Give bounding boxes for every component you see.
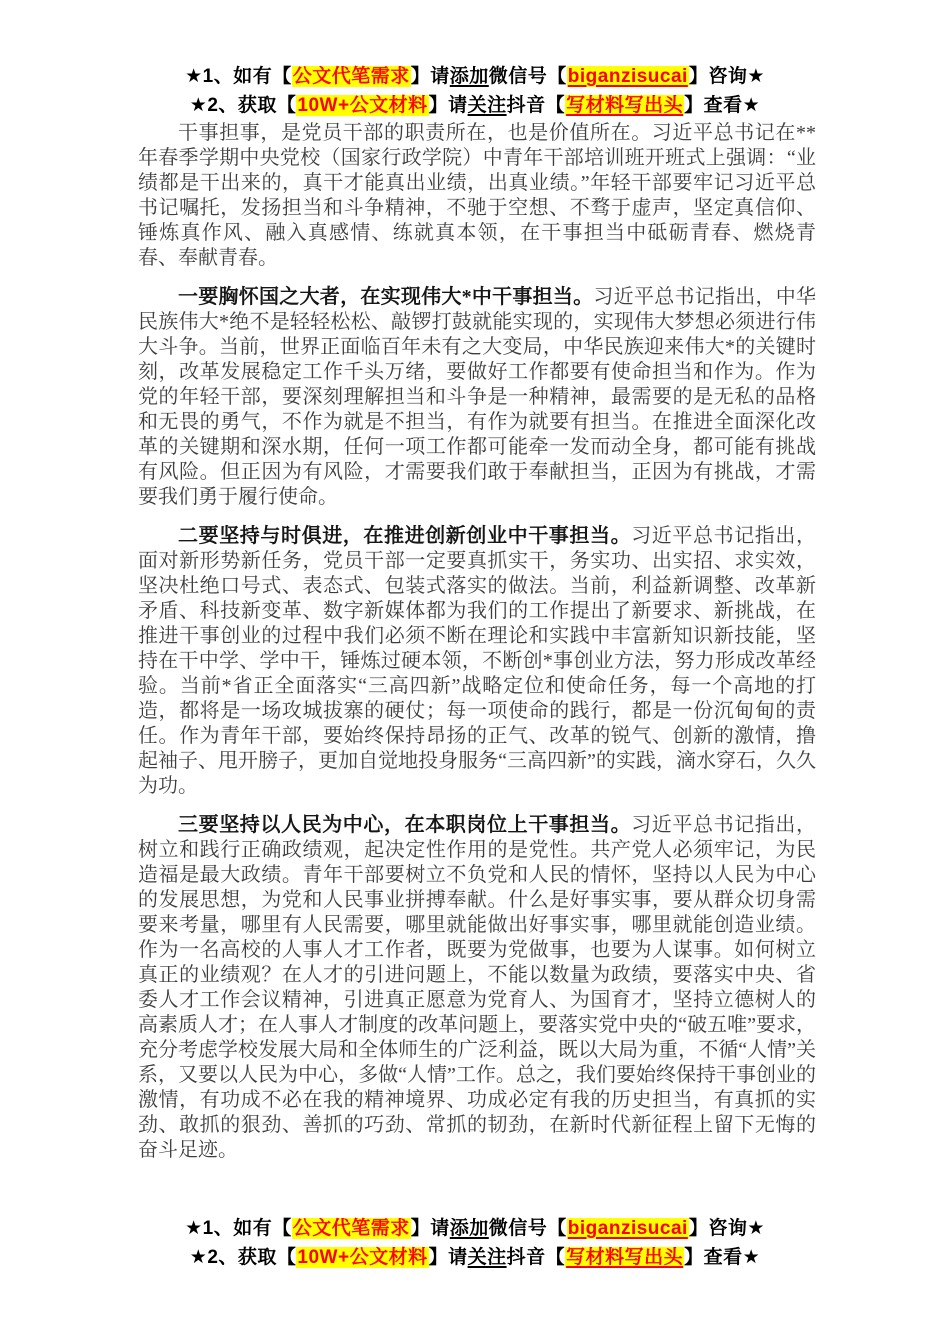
- promo-text: 】咨询★: [688, 1218, 765, 1239]
- promo-header-line-1: [0, 62, 950, 91]
- document-body: [138, 121, 816, 1177]
- promo-text: 微信号【: [488, 1218, 567, 1239]
- paragraph-point-2: [138, 524, 816, 799]
- underlined-text: 添加: [449, 1218, 489, 1239]
- paragraph-text: 习近平总书记指出，中华民族伟大*绝不是轻轻松松、敲锣打鼓就能实现的，实现伟大梦想必须进行伟大斗争。当前，世界正面临百年未有之大变局，中华民族迎来伟大*的关键时刻，改革发展稳定工作千头万绪，要做好工作都要有使命担当和作为。作为党的年轻干部，要深刻理解担当和斗争是一种精神，最需要的是无私的品格和无畏的勇气，不作为就是不担当，有作为就要有担当。在推进全面深化改革的关键期和深水期，任何一项工作都可能牵一发而动全身，都可能有挑战有风险。但正因为有风险，才需要我们敢于奉献担当，正因为有挑战，才需要我们勇于履行使命。: [138, 286, 817, 508]
- highlighted-keyword: 公文代笔需求: [292, 66, 410, 87]
- highlighted-wechat-id: biganzisucai: [567, 1218, 688, 1239]
- promo-footer-line-1: [0, 1214, 950, 1243]
- promo-text: 抖音【: [506, 1247, 566, 1268]
- highlighted-keyword: 10W+公文材料: [297, 95, 428, 116]
- promo-text: 】咨询★: [688, 66, 765, 87]
- underlined-text: 关注: [467, 95, 507, 116]
- promo-text: 抖音【: [506, 95, 566, 116]
- paragraph-lead: 一要胸怀国之大者，在实现伟大*中干事担当。: [178, 286, 594, 308]
- promo-text: 】请: [410, 1218, 450, 1239]
- promo-text: ★1、如有【: [185, 1218, 292, 1239]
- paragraph-text: 干事担事，是党员干部的职责所在，也是价值所在。习近平总书记在**年春季学期中央党校（国家行政学院）中青年干部培训班开班式上强调：“业绩都是干出来的，真干才能真出业绩，出真业绩。”年轻干部要牢记习近平总书记嘱托，发扬担当和斗争精神，不驰于空想、不骛于虚声，坚定真信仰、锤炼真作风、融入真感情、练就真本领，在干事担当中砥砺青春、燃烧青春、奉献青春。: [138, 122, 816, 269]
- paragraph-intro: [138, 121, 816, 271]
- promo-text: ★2、获取【: [189, 1247, 297, 1268]
- promo-text: 】请: [428, 1247, 468, 1268]
- paragraph-text: 习近平总书记指出，面对新形势新任务，党员干部一定要真抓实干，务实功、出实招、求实效，坚决杜绝口号式、表态式、包装式落实的做法。当前，利益新调整、改革新矛盾、科技新变革、数字新媒体都为我们的工作提出了新要求、新挑战，在推进干事创业的过程中我们必须不断在理论和实践中丰富新知识新技能，坚持在干中学、学中干，锤炼过硬本领，不断创*事创业方法，努力形成改革经验。当前*省正全面落实“三高四新”战略定位和使命任务，每一个高地的打造，都将是一场攻城拔寨的硬仗；每一项使命的践行，都是一份沉甸甸的责任。作为青年干部，要始终保持昂扬的正气、改革的锐气、创新的激情，撸起袖子、甩开膀子，更加自觉地投身服务“三高四新”的实践，滴水穿石，久久为功。: [138, 525, 817, 797]
- promo-text: 】查看★: [684, 95, 761, 116]
- promo-header-line-2: [0, 91, 950, 120]
- promo-text: ★2、获取【: [189, 95, 297, 116]
- highlighted-wechat-id: biganzisucai: [567, 66, 688, 87]
- highlighted-douyin-name: 写材料写出头: [566, 95, 684, 116]
- paragraph-lead: 三要坚持以人民为中心，在本职岗位上干事担当。: [178, 814, 632, 836]
- paragraph-point-3: [138, 813, 816, 1163]
- promo-text: ★1、如有【: [185, 66, 292, 87]
- promo-footer-line-2: [0, 1243, 950, 1272]
- paragraph-lead: 二要坚持与时俱进，在推进创新创业中干事担当。: [178, 525, 632, 547]
- paragraph-point-1: [138, 285, 816, 510]
- promo-text: 】查看★: [684, 1247, 761, 1268]
- highlighted-keyword: 公文代笔需求: [292, 1218, 410, 1239]
- highlighted-keyword: 10W+公文材料: [297, 1247, 428, 1268]
- promo-text: 微信号【: [488, 66, 567, 87]
- paragraph-text: 习近平总书记指出，树立和践行正确政绩观，起决定性作用的是党性。共产党人必须牢记，为民造福是最大政绩。青年干部要树立不负党和人民的情怀，坚持以人民为中心的发展思想，为党和人民事业拼搏奉献。什么是好事实事，要从群众切身需要来考量，哪里有人民需要，哪里就能做出好事实事，哪里就能创造业绩。作为一名高校的人事人才工作者，既要为党做事，也要为人谋事。如何树立真正的业绩观？在人才的引进问题上，不能以数量为政绩，要落实中央、省委人才工作会议精神，引进真正愿意为党育人、为国育才，坚持立德树人的高素质人才；在人事人才制度的改革问题上，要落实党中央的“破五唯”要求，充分考虑学校发展大局和全体师生的广泛利益，既以大局为重，不循“人情”关系，又要以人民为中心，多做“人情”工作。总之，我们要始终保持干事创业的激情，有功成不必在我的精神境界、功成必定有我的历史担当，有真抓的实劲、敢抓的狠劲、善抓的巧劲、常抓的韧劲，在新时代新征程上留下无悔的奋斗足迹。: [138, 814, 817, 1161]
- underlined-text: 关注: [467, 1247, 507, 1268]
- promo-footer: [0, 1214, 950, 1272]
- promo-text: 】请: [428, 95, 468, 116]
- promo-text: 】请: [410, 66, 450, 87]
- underlined-text: 添加: [449, 66, 489, 87]
- highlighted-douyin-name: 写材料写出头: [566, 1247, 684, 1268]
- promo-header: [0, 62, 950, 120]
